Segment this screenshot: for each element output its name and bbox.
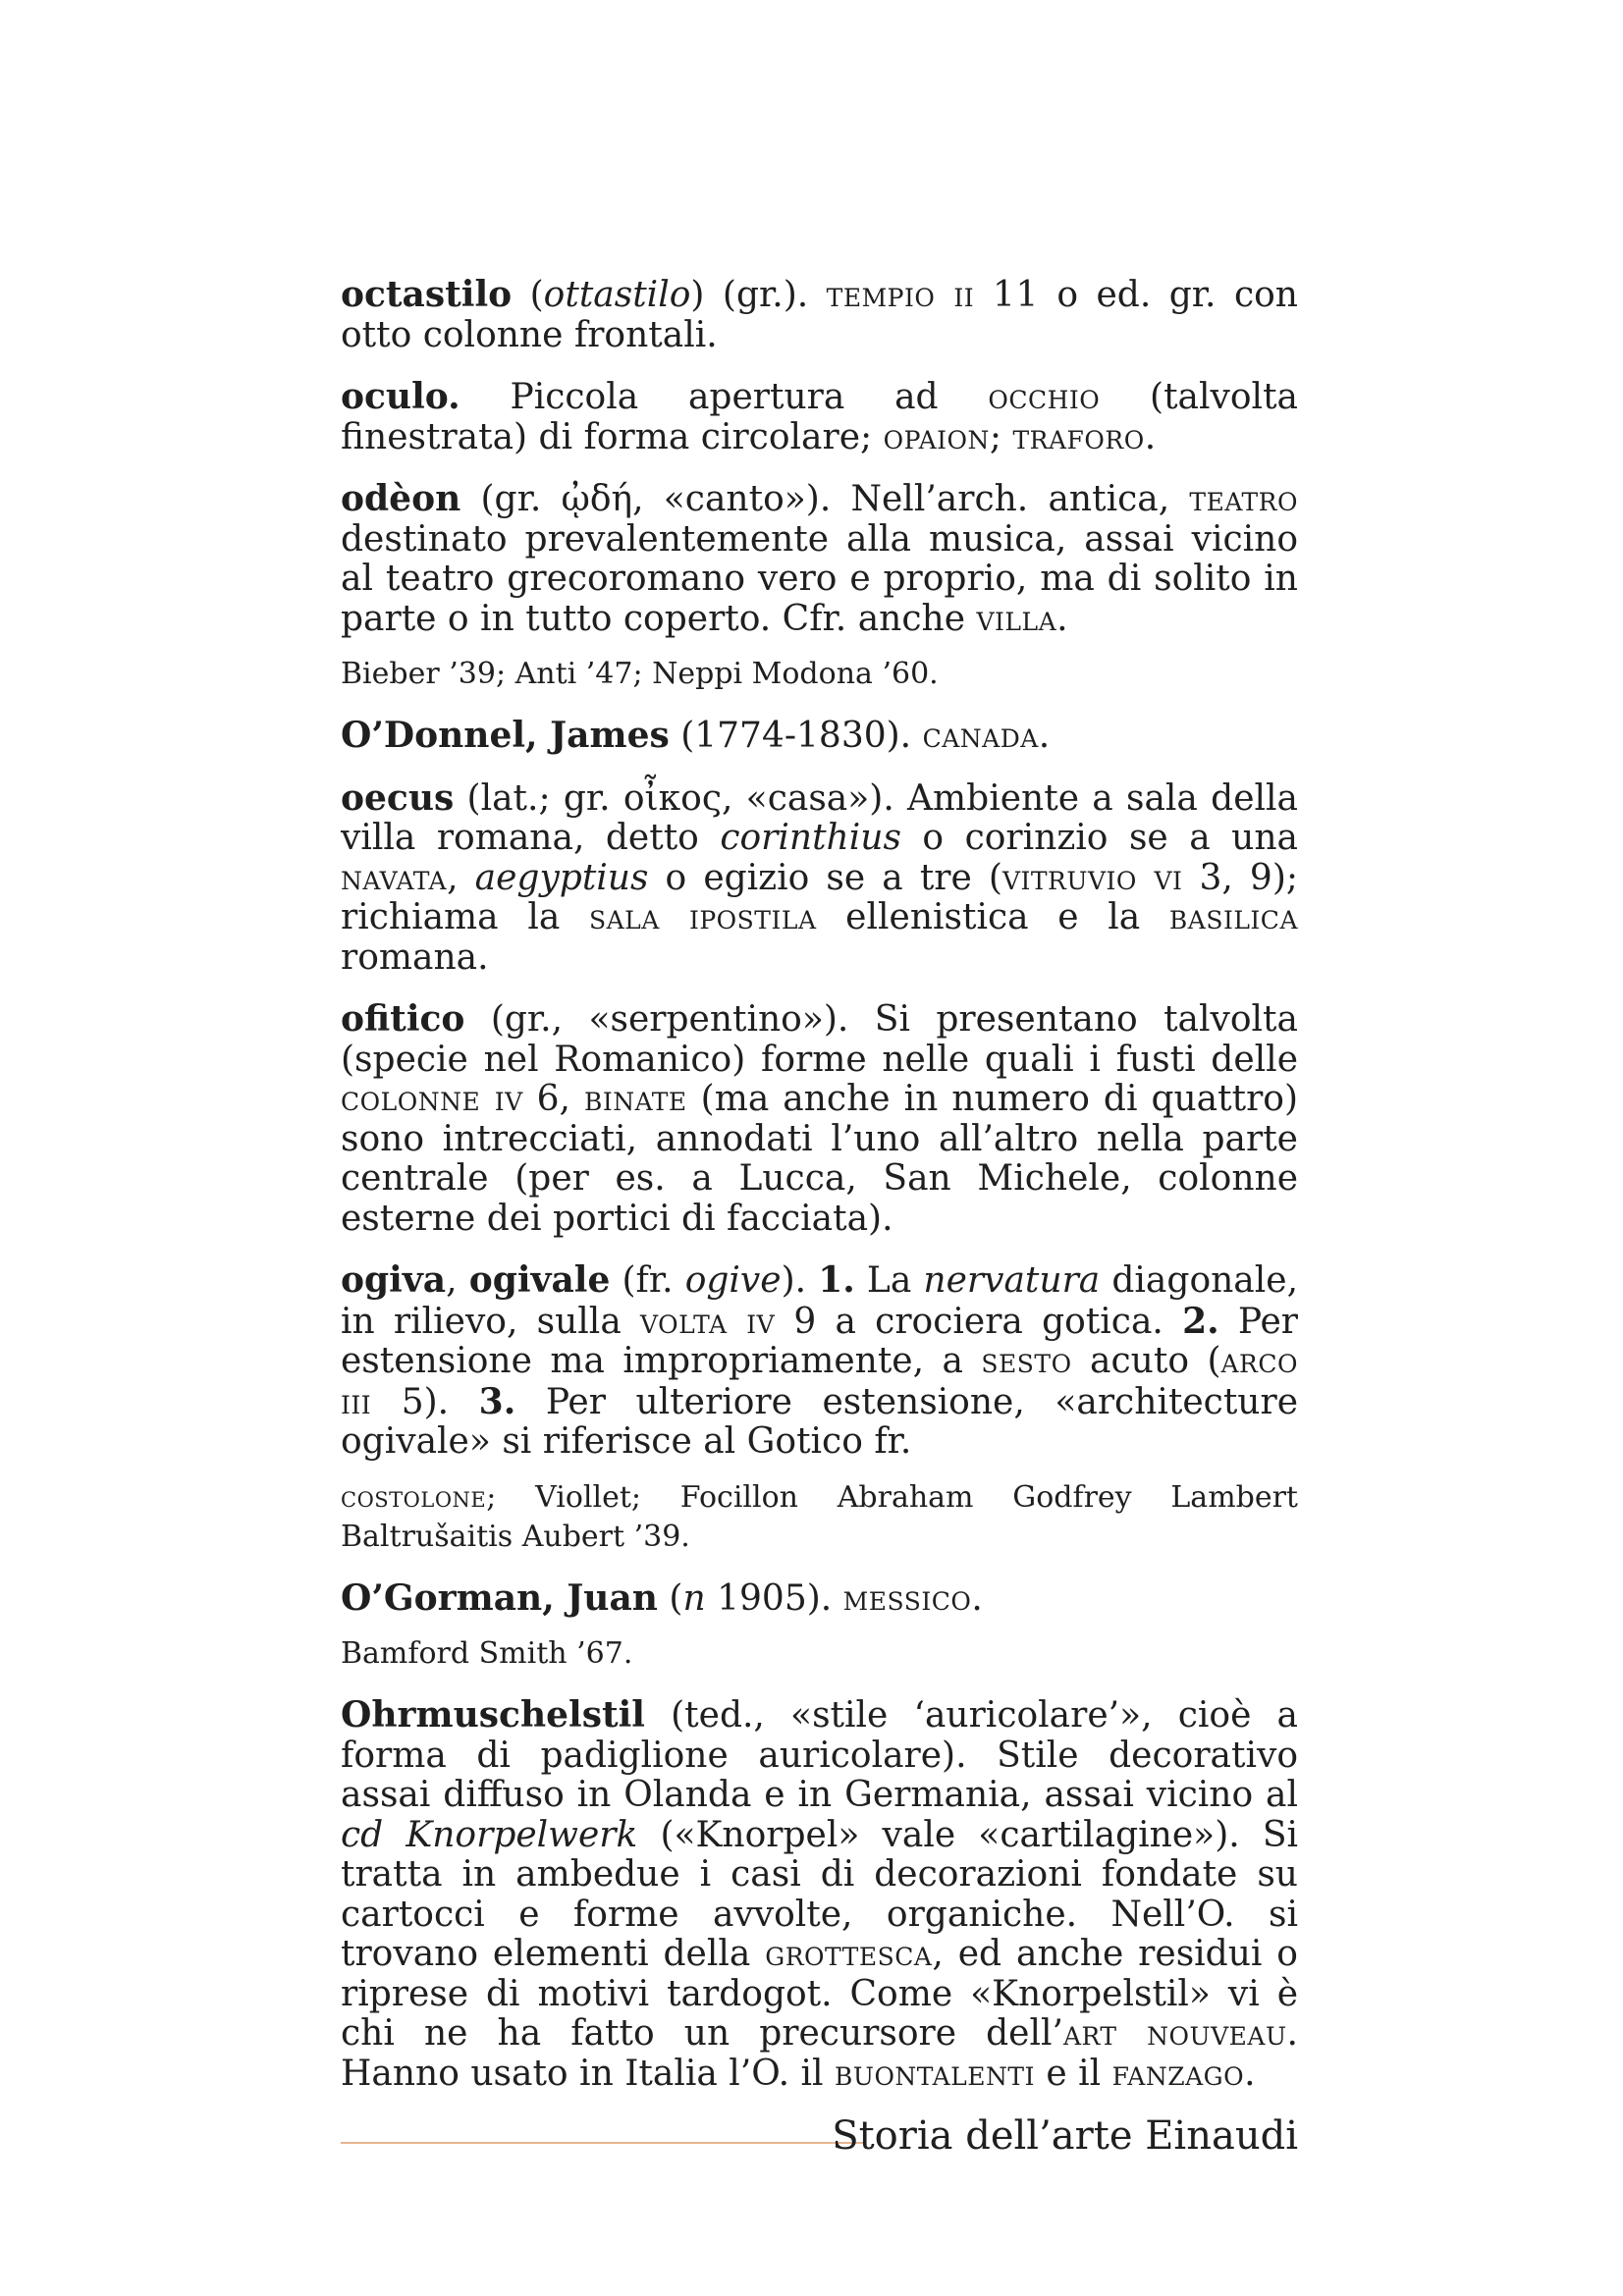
sense-number: 3.	[478, 1380, 516, 1422]
cross-reference: costolone	[341, 1479, 487, 1515]
cross-reference: villa	[976, 598, 1057, 639]
entry-ogorman: O’Gorman, Juan (n 1905). messico.	[341, 1576, 983, 1619]
entry-headword: O’Donnel, James	[341, 715, 670, 756]
cross-reference: tempio ii 11	[826, 275, 1039, 315]
entry-headword: Ohrmuschelstil	[341, 1694, 645, 1735]
cross-reference: grottesca	[765, 1934, 933, 1974]
cross-reference: volta iv	[640, 1301, 776, 1342]
cross-reference: buontalenti	[835, 2053, 1035, 2094]
entry-headword: odèon	[341, 478, 461, 519]
entry-ogiva: ogiva, ogivale (fr. ogive). 1. La nervatura diagonale, in rilievo, sulla volta iv 9 a crociera gotica. 2. Per estensione ma impropriamente, a sesto acuto (arco iii 5). 3. Per ulteriore estensione, «architecture ogivale» si riferisce al Gotico fr.	[341, 1259, 1299, 1462]
page-footer	[341, 2109, 1298, 2167]
cross-reference: colonne iv	[341, 1079, 523, 1119]
bibliography-odeon: Bieber ’39; Anti ’47; Neppi Modona ’60.	[341, 657, 939, 691]
entry-odeon: odèon (gr. ᾠδή, «canto»). Nell’arch. antica, teatro destinato prevalentemente alla musica, assai vicino al teatro grecoromano vero e proprio, ma di solito in parte o in tutto coperto. Cfr. anche villa.	[341, 478, 1298, 639]
cross-reference: messico	[842, 1577, 972, 1619]
cross-reference: opaion	[883, 416, 990, 457]
entry-headword: O’Gorman, Juan	[341, 1576, 658, 1619]
sense-number: 2.	[1182, 1300, 1219, 1342]
cross-reference: traforo	[1012, 416, 1145, 457]
sense-number: 1.	[818, 1259, 855, 1301]
dictionary-column	[341, 275, 1298, 2115]
entry-odonnel: O’Donnel, James (1774-1830). canada.	[341, 715, 1051, 756]
cross-reference: fanzago	[1111, 2053, 1245, 2094]
footer-title: Storia dell’arte Einaudi	[832, 2113, 1298, 2159]
entry-ohrmuschelstil: Ohrmuschelstil (ted., «stile ‘auricolare’», cioè a forma di padiglione auricolare). Stile decorativo assai diffuso in Olanda e in Germania, assai vicino al cd Knorpelwerk («Knorpel» vale «cartilagine»). Si tratta in ambedue i casi di decorazioni fondate su cartocci e forme avvolte, organiche. Nell’O. si trovano elementi della grottesca, ed anche residui o riprese di motivi tardogot. Come «Knorpelstil» vi è chi ne ha fatto un precursore dell’art nouveau. Hanno usato in Italia l’O. il buontalenti e il fanzago.	[341, 1694, 1298, 2094]
entry-headword: oecus	[341, 776, 455, 819]
cross-reference: navata	[341, 857, 448, 898]
entry-headword: oculo.	[341, 376, 460, 417]
cross-reference: sala ipostila	[588, 897, 817, 937]
cross-reference: teatro	[1189, 479, 1298, 519]
entry-oculo: oculo. Piccola apertura ad occhio (talvolta finestrata) di forma circolare; opaion; traforo.	[341, 376, 1298, 457]
cross-reference: sesto	[981, 1341, 1072, 1381]
entry-headword: ogivale	[468, 1259, 611, 1301]
entry-oecus: oecus (lat.; gr. οἶκος, «casa»). Ambiente a sala della villa romana, detto corinthius o corinzio se a una navata, aegyptius o egizio se a tre (vitruvio vi 3, 9); richiama la sala ipostila ellenistica e la basilica romana.	[341, 776, 1299, 978]
bibliography-ogorman: Bamford Smith ’67.	[341, 1636, 633, 1671]
cross-reference: art nouveau	[1062, 2013, 1287, 2054]
entry-octastilo: octastilo (ottastilo) (gr.). tempio ii 11 o ed. gr. con otto colonne frontali.	[341, 274, 1298, 355]
entry-headword: octastilo	[341, 274, 513, 315]
entry-headword: ofitico	[341, 998, 465, 1040]
cross-reference: binate	[583, 1079, 687, 1119]
bibliography-ogiva: costolone; Viollet; Focillon Abraham Godfrey Lambert Baltrušaitis Aubert ’39.	[341, 1479, 1298, 1554]
cross-reference: occhio	[988, 377, 1101, 417]
entry-ofitico: ofitico (gr., «serpentino»). Si presentano talvolta (specie nel Romanico) forme nelle quali i fusti delle colonne iv 6, binate (ma anche in numero di quattro) sono intrecciati, annodati l’uno all’altro nella parte centrale (per es. a Lucca, San Michele, colonne esterne dei portici di facciata).	[341, 998, 1299, 1239]
cross-reference: arco iii	[341, 1341, 1299, 1422]
footer-rule	[341, 2142, 863, 2144]
cross-reference: canada	[922, 716, 1039, 756]
entry-headword: ogiva	[341, 1259, 447, 1301]
cross-reference: basilica	[1168, 897, 1298, 937]
cross-reference: vitruvio vi	[1001, 857, 1183, 898]
